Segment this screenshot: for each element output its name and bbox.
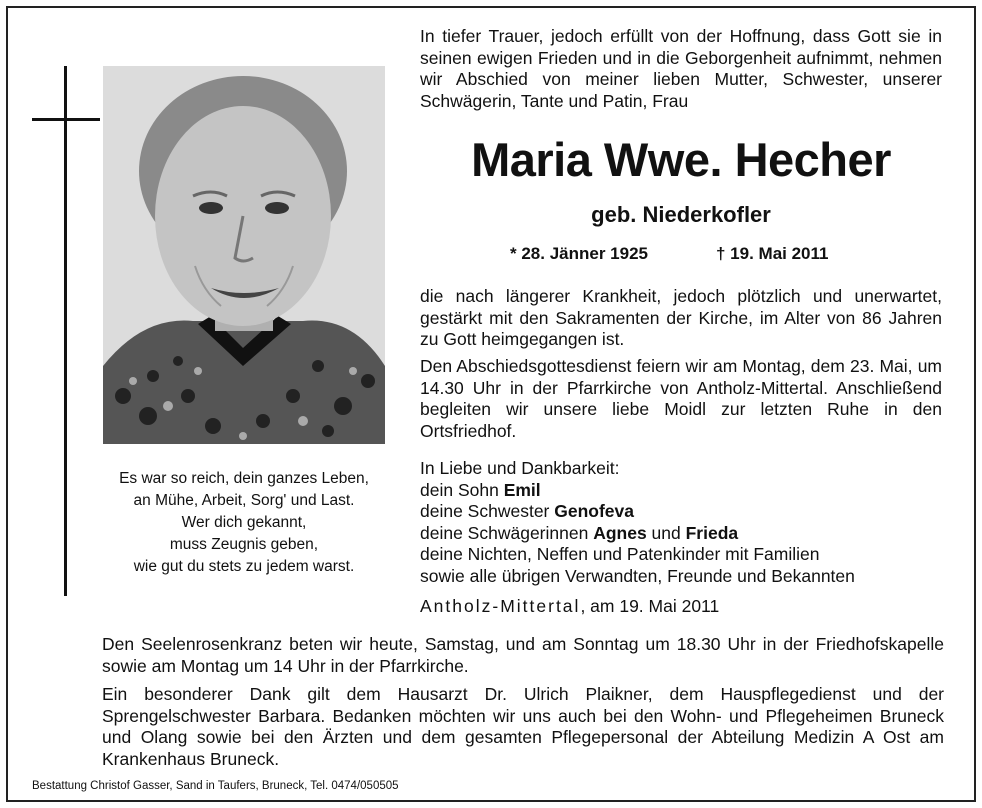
mourner-sister: deine Schwester Genofeva	[420, 501, 634, 521]
mourners-intro: In Liebe und Dankbarkeit:	[420, 458, 620, 478]
cross-icon-bar	[32, 118, 100, 121]
mourners-list	[420, 458, 942, 587]
mourner-son: dein Sohn Emil	[420, 479, 541, 500]
place-date: Antholz-Mittertal, am 19. Mai 2011	[420, 596, 720, 616]
poem-line: wie gut du stets zu jedem warst.	[133, 558, 355, 575]
death-date: † 19. Mai 2011	[716, 244, 829, 263]
thanks-text: Ein besonderer Dank gilt dem Hausarzt Dr. Ulrich Plaikner, dem Hauspflegedienst und der Sprengelschwester Barbara. Bedanken möchten wir uns auch bei den Wohn- und Pflegeheimen Bruneck und Olang sowie bei den Ärzten und dem gesamten Pflegepersonal der Abteilung Medizin A Ost am Krankenhaus Bruneck.	[102, 684, 944, 769]
poem-line: Wer dich gekannt,	[181, 514, 307, 531]
funeral-home-footer: Bestattung Christof Gasser, Sand in Taufers, Bruneck, Tel. 0474/050505	[32, 780, 399, 792]
birth-name: geb. Niederkofler	[591, 202, 771, 227]
mourner-others: sowie alle übrigen Verwandten, Freunde und Bekannten	[420, 565, 855, 586]
birth-date: * 28. Jänner 1925	[510, 244, 648, 263]
deceased-name: Maria Wwe. Hecher	[471, 133, 891, 186]
poem	[86, 468, 402, 578]
poem-line: Es war so reich, dein ganzes Leben,	[119, 470, 369, 487]
poem-line: an Mühe, Arbeit, Sorg' und Last.	[133, 492, 355, 509]
portrait-photo	[103, 66, 385, 444]
poem-line: muss Zeugnis geben,	[169, 536, 319, 553]
rosary-text: Den Seelenrosenkranz beten wir heute, Samstag, und am Sonntag um 18.30 Uhr in der Friedhofskapelle sowie am Montag um 14 Uhr in der Pfarrkirche.	[102, 634, 944, 676]
service-text: Den Abschiedsgottesdienst feiern wir am Montag, dem 23. Mai, um 14.30 Uhr in der Pfarrkirche von Antholz-Mittertal. Anschließend begleiten wir unsere liebe Moidl zur letzten Ruhe in den Ortsfriedhof.	[420, 356, 942, 441]
cross-icon	[64, 66, 67, 596]
mourner-sisters-in-law: deine Schwägerinnen Agnes und Frieda	[420, 522, 739, 543]
intro-text: In tiefer Trauer, jedoch erfüllt von der Hoffnung, dass Gott sie in seinen ewigen Frieden und in die Geborgenheit aufnimmt, nehmen wir Abschied von meiner lieben Mutter, Schwester, unserer Schwägerin, Tante und Patin, Frau	[420, 26, 942, 111]
death-text: die nach längerer Krankheit, jedoch plötzlich und unerwartet, gestärkt mit den Sakramenten der Kirche, im Alter von 86 Jahren zu Gott heimgegangen ist.	[420, 286, 942, 349]
mourner-nieces: deine Nichten, Neffen und Patenkinder mit Familien	[420, 544, 820, 564]
